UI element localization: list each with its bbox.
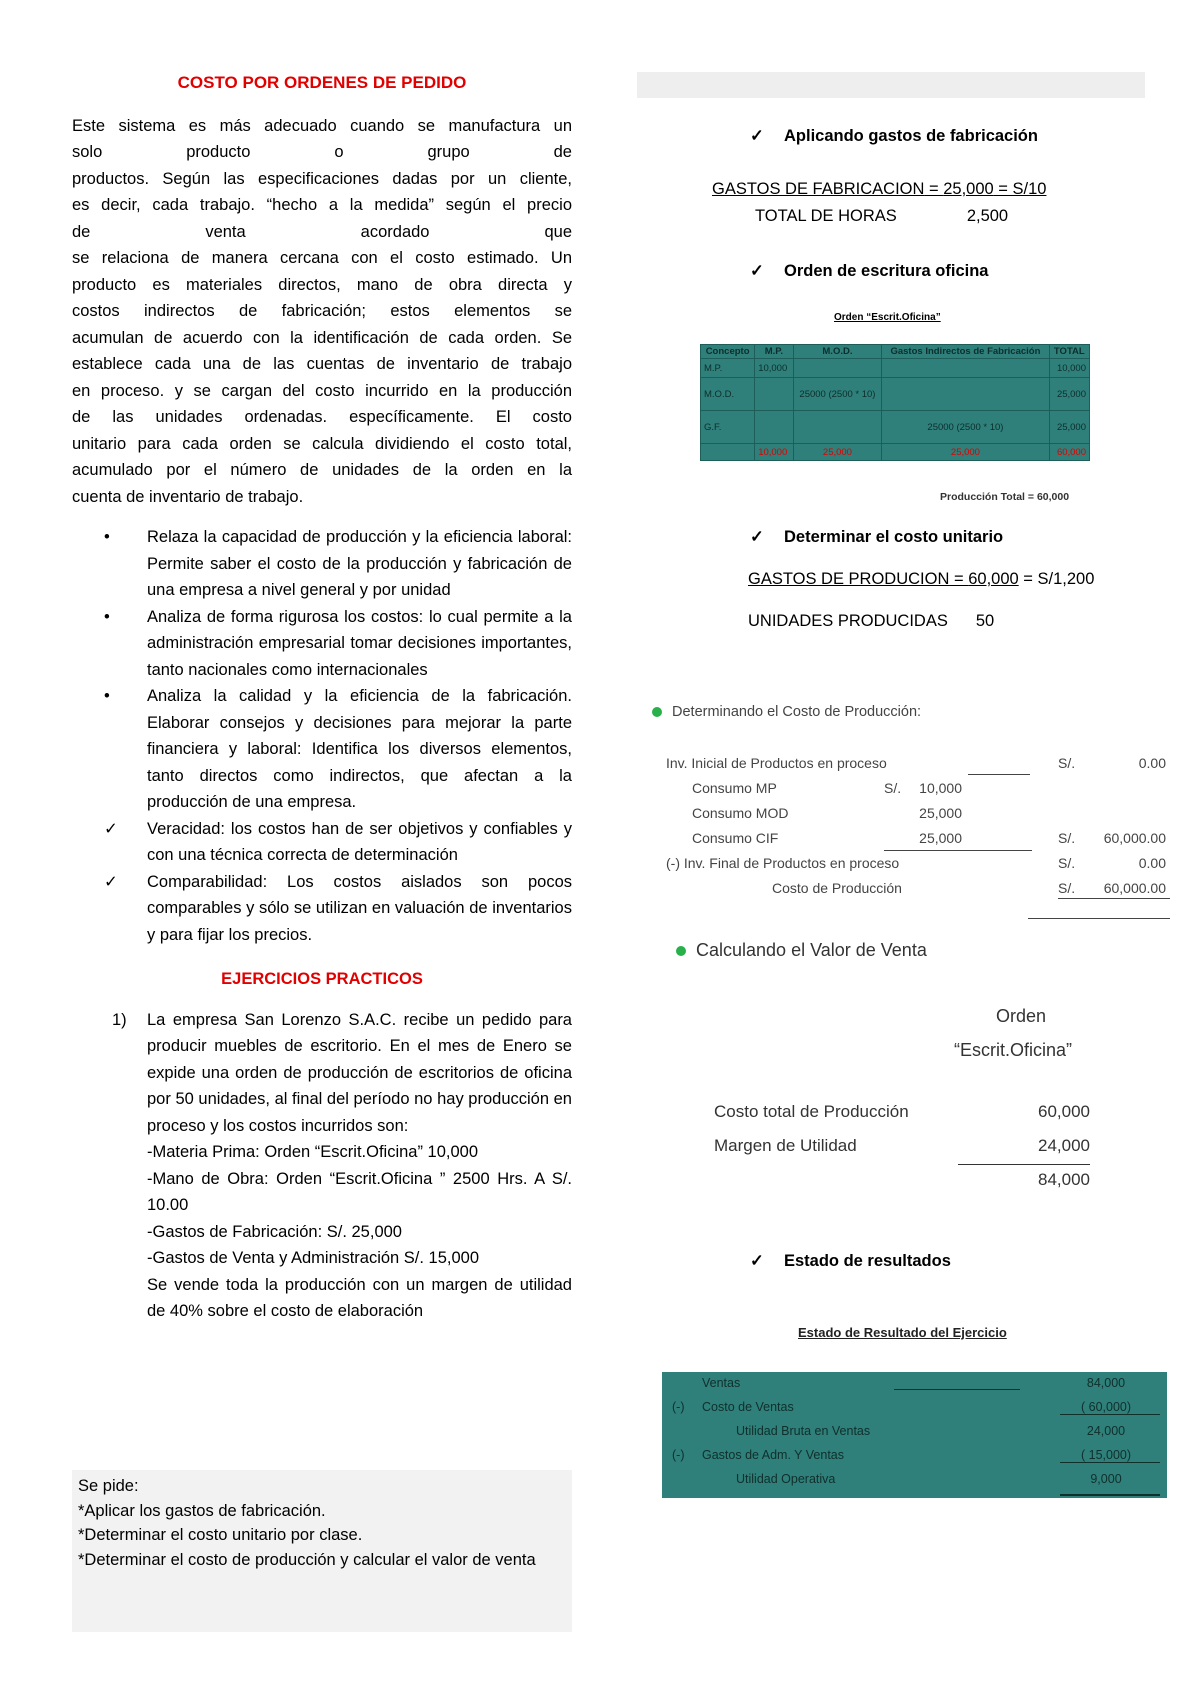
- orden-header-cell: TOTAL: [1049, 345, 1089, 359]
- bullet-icon: •: [104, 607, 110, 626]
- costo-prod-cur: S/.: [1058, 830, 1076, 846]
- orden-row: [701, 444, 1090, 461]
- estado-val: 9,000: [1090, 1472, 1122, 1486]
- orden-cell: 25000 (2500 * 10): [882, 411, 1049, 444]
- costo-prod-label: Costo de Producción: [772, 880, 902, 896]
- estado-label: Utilidad Bruta en Ventas: [736, 1424, 871, 1438]
- feature-text: Analiza la calidad y la eficiencia de la fabricación. Elaborar consejos y decisiones para mejorar la parte financiera y laboral: Identifica los diversos elementos, tanto directos como indirectos, que afectan a la producción de una empresa.: [147, 687, 572, 811]
- costo-prod-mid: 25,000: [919, 805, 962, 821]
- intro-line: Este sistema es más adecuado cuando se manufactura un: [72, 116, 572, 135]
- checkmark-icon: ✓: [750, 262, 764, 280]
- estado-val: 24,000: [1086, 1424, 1126, 1438]
- se-pide-item: *Determinar el costo de producción y calcular el valor de venta: [78, 1550, 536, 1569]
- feature-text: Relaza la capacidad de producción y la eficiencia laboral: Permite saber el costo de la producción y fabricación de una empresa a nivel general y por unidad: [147, 528, 572, 599]
- ejercicio-text: [147, 1007, 572, 1325]
- page-title: COSTO POR ORDENES DE PEDIDO: [177, 73, 467, 92]
- intro-line: productos. Según las especificaciones dadas por un cliente,: [72, 169, 572, 188]
- orden-table-title: Orden “Escrit.Oficina”: [834, 312, 941, 323]
- ejercicio-number: 1): [112, 1010, 127, 1029]
- intro-line: es decir, cada trabajo. “hecho a la medida” según el precio: [72, 196, 572, 214]
- checkmark-icon: ✓: [750, 127, 764, 145]
- intro-line: solo producto o grupo de: [72, 143, 572, 161]
- check-aplicando: [750, 126, 1038, 146]
- orden-row: [701, 359, 1090, 378]
- intro-line: acumulan de acuerdo con la identificación de cada orden. Se: [72, 328, 572, 347]
- gf-denominator: [755, 207, 1008, 226]
- rule-line: [1028, 918, 1170, 919]
- gp-den-label: UNIDADES PRODUCIDAS: [748, 612, 948, 630]
- costo-prod-val: 0.00: [1138, 755, 1166, 771]
- estado-label: Gastos de Adm. Y Ventas: [702, 1448, 844, 1462]
- rule-line: [1060, 1494, 1160, 1496]
- orden-cell: [701, 444, 755, 461]
- orden-header-cell: Gastos Indirectos de Fabricación: [882, 345, 1049, 359]
- estado-sign: (-): [672, 1400, 685, 1414]
- costo-prod-heading: [652, 704, 921, 720]
- feature-text: Comparabilidad: Los costos aislados son pocos comparables y sólo se utilizan en valuación de inventarios y para fijar los precios.: [147, 872, 572, 944]
- feature-item: [72, 524, 572, 604]
- estado-label: Utilidad Operativa: [736, 1472, 836, 1486]
- intro-line: acumulado por el número de unidades de la orden en la: [72, 461, 572, 479]
- ejercicio-line: -Gastos de Fabricación: S/. 25,000: [147, 1222, 402, 1241]
- check-costo-unitario-label: Determinar el costo unitario: [784, 528, 1004, 546]
- se-pide-box: [72, 1470, 572, 1632]
- orden-row: [701, 378, 1090, 411]
- orden-cell: M.O.D.: [701, 378, 755, 411]
- bullet-icon: •: [104, 528, 110, 546]
- estado-val: ( 15,000): [1080, 1448, 1132, 1462]
- gf-formula: GASTOS DE FABRICACION = 25,000 = S/10: [712, 180, 1047, 198]
- left-column: [72, 70, 572, 1325]
- features-list: [72, 524, 572, 948]
- valor-venta-val: 24,000: [1038, 1136, 1090, 1155]
- costo-prod-heading-text: Determinando el Costo de Producción:: [672, 704, 922, 720]
- se-pide-heading: Se pide:: [78, 1477, 139, 1495]
- intro-paragraph: [72, 113, 572, 511]
- costo-prod-label: (-) Inv. Final de Productos en proceso: [666, 855, 900, 871]
- rule-line: [958, 1164, 1090, 1165]
- intro-line: de las unidades ordenadas. específicamente. El costo: [72, 408, 572, 426]
- estado-sign: (-): [672, 1448, 685, 1462]
- valor-venta-orden: Orden: [996, 1006, 1047, 1026]
- check-estado: [750, 1251, 951, 1271]
- valor-venta-label: Margen de Utilidad: [714, 1136, 857, 1155]
- ejercicio-line: La empresa San Lorenzo S.A.C. recibe un pedido para producir muebles de escritorio. En el mes de Enero se expide una orden de producción de escritorios de oficina por 50 unidades, al final del período no hay producción en proceso y los costos incurridos son:: [147, 1010, 572, 1135]
- gp-formula: GASTOS DE PRODUCION = 60,000 = S/1,200: [748, 570, 1095, 588]
- costo-prod-cur: S/.: [1058, 880, 1076, 896]
- intro-line: de venta acordado que: [72, 222, 572, 241]
- gp-den-value: 50: [975, 612, 995, 630]
- valor-venta-val: 84,000: [1038, 1170, 1090, 1189]
- checkmark-icon: ✓: [750, 1252, 764, 1270]
- orden-cell: 10,000: [1049, 359, 1089, 378]
- intro-line: se relaciona de manera cercana con el costo estimado. Un: [72, 249, 572, 267]
- estado-table: [662, 1372, 1167, 1498]
- rule-line: [894, 1389, 1020, 1390]
- intro-line: cuenta de inventario de trabajo.: [72, 487, 304, 506]
- orden-cell: 60,000: [1049, 444, 1089, 461]
- checkmark-icon: ✓: [750, 528, 764, 546]
- rule-line: [1060, 1414, 1160, 1415]
- orden-header-cell: M.O.D.: [793, 345, 882, 359]
- estado-label: Ventas: [702, 1376, 741, 1390]
- gf-den-value: 2,500: [966, 207, 1009, 225]
- feature-text: Veracidad: los costos han de ser objetivos y confiables y con una técnica correcta de determinación: [147, 819, 572, 864]
- ejercicios-title: EJERCICIOS PRACTICOS: [221, 970, 423, 988]
- orden-cell: [882, 359, 1049, 378]
- se-pide-item: *Determinar el costo unitario por clase.: [78, 1526, 363, 1544]
- ejercicio-item: [72, 1007, 572, 1325]
- estado-label: Costo de Ventas: [702, 1400, 794, 1414]
- orden-table-footer: Producción Total = 60,000: [940, 491, 1070, 503]
- orden-header-cell: Concepto: [701, 345, 755, 359]
- orden-cell: 25,000: [1049, 411, 1089, 444]
- orden-cell: 25,000: [882, 444, 1049, 461]
- checkmark-icon: ✓: [104, 872, 118, 891]
- gp-num-label: GASTOS DE PRODUCION: [748, 570, 950, 588]
- gf-result: S/10: [1012, 180, 1047, 198]
- feature-item: [72, 683, 572, 816]
- header-bar: [637, 72, 1145, 98]
- orden-cell: 10,000: [755, 359, 793, 378]
- check-costo-unitario: [750, 527, 1003, 547]
- gp-denominator: [748, 612, 994, 631]
- valor-venta-heading: [676, 940, 927, 961]
- checkmark-icon: ✓: [104, 819, 118, 838]
- orden-cell: [882, 378, 1049, 411]
- valor-venta-orden-name: “Escrit.Oficina”: [954, 1040, 1073, 1060]
- costo-prod-mid-cur: S/.: [884, 780, 902, 796]
- feature-item: [72, 816, 572, 869]
- check-aplicando-label: Aplicando gastos de fabricación: [784, 127, 1038, 145]
- valor-venta-val: 60,000: [1038, 1102, 1090, 1121]
- rule-line: [968, 774, 1030, 775]
- costo-prod-label: Consumo MOD: [692, 805, 789, 821]
- orden-cell: M.P.: [701, 359, 755, 378]
- orden-table-wrap: [700, 344, 1090, 461]
- ejercicio-line: Se vende toda la producción con un margen de utilidad de 40% sobre el costo de elaboración: [147, 1275, 572, 1320]
- costo-prod-cur: S/.: [1058, 855, 1076, 871]
- intro-line: establece cada una de las cuentas de inventario de trabajo: [72, 355, 572, 373]
- costo-prod-val: 60,000.00: [1103, 830, 1166, 846]
- ejercicio-line: -Mano de Obra: Orden “Escrit.Oficina ” 2500 Hrs. A S/. 10.00: [147, 1169, 572, 1214]
- bullet-icon: •: [104, 687, 110, 705]
- orden-cell: G.F.: [701, 411, 755, 444]
- orden-cell: [755, 378, 793, 411]
- feature-item: [72, 869, 572, 949]
- costo-prod-val: 0.00: [1138, 855, 1166, 871]
- orden-cell: 25,000: [1049, 378, 1089, 411]
- gp-result: S/1,200: [1037, 570, 1095, 588]
- orden-cell: [793, 411, 882, 444]
- check-orden-label: Orden de escritura oficina: [784, 262, 989, 280]
- ejercicio-line: -Gastos de Venta y Administración S/. 15,000: [147, 1249, 480, 1267]
- intro-line: producto es materiales directos, mano de obra directa y: [72, 275, 572, 294]
- gp-num-value: 60,000: [968, 570, 1019, 588]
- se-pide-item: *Aplicar los gastos de fabricación.: [78, 1501, 326, 1520]
- ejercicio-line: -Materia Prima: Orden “Escrit.Oficina” 10,000: [147, 1143, 479, 1161]
- costo-prod-mid: 10,000: [919, 780, 962, 796]
- costo-prod-val: 60,000.00: [1103, 880, 1166, 896]
- check-estado-label: Estado de resultados: [784, 1252, 951, 1270]
- orden-cell: 10,000: [755, 444, 793, 461]
- costo-prod-label: Consumo CIF: [692, 830, 779, 846]
- costo-prod-cur: S/.: [1058, 755, 1076, 771]
- estado-title: Estado de Resultado del Ejercicio: [798, 1325, 1007, 1340]
- rule-line: [884, 850, 1032, 851]
- gf-num-label: GASTOS DE FABRICACION: [712, 180, 925, 198]
- orden-cell: [755, 411, 793, 444]
- costo-prod-label: Consumo MP: [692, 780, 777, 796]
- orden-cell: [793, 359, 882, 378]
- feature-item: [72, 604, 572, 684]
- feature-text: Analiza de forma rigurosa los costos: lo cual permite a la administración empresarial tomar decisiones importantes, tanto nacionales como internacionales: [147, 607, 572, 679]
- check-orden: [750, 261, 988, 281]
- bullet-dot-icon: [676, 946, 686, 956]
- valor-venta-heading-text: Calculando el Valor de Venta: [696, 940, 927, 960]
- intro-line: unitario para cada orden se calcula dividiendo el costo total,: [72, 434, 572, 453]
- gf-den-label: TOTAL DE HORAS: [755, 207, 897, 225]
- gf-num-value: 25,000: [943, 180, 994, 198]
- intro-line: costos indirectos de fabricación; estos elementos se: [72, 302, 572, 320]
- rule-line: [1060, 1462, 1160, 1463]
- valor-venta-label: Costo total de Producción: [714, 1102, 909, 1121]
- rule-line: [1058, 898, 1170, 899]
- orden-cell: 25,000: [793, 444, 882, 461]
- intro-line: en proceso. y se cargan del costo incurrido en la producción: [72, 381, 572, 400]
- orden-row: [701, 411, 1090, 444]
- orden-cell: 25000 (2500 * 10): [793, 378, 882, 411]
- bullet-dot-icon: [652, 707, 662, 717]
- costo-prod-label: Inv. Inicial de Productos en proceso: [666, 755, 887, 771]
- orden-header-cell: M.P.: [755, 345, 793, 359]
- estado-val: ( 60,000): [1080, 1400, 1132, 1414]
- orden-table: [700, 344, 1090, 461]
- estado-val: 84,000: [1086, 1376, 1126, 1390]
- costo-prod-mid: 25,000: [919, 830, 962, 846]
